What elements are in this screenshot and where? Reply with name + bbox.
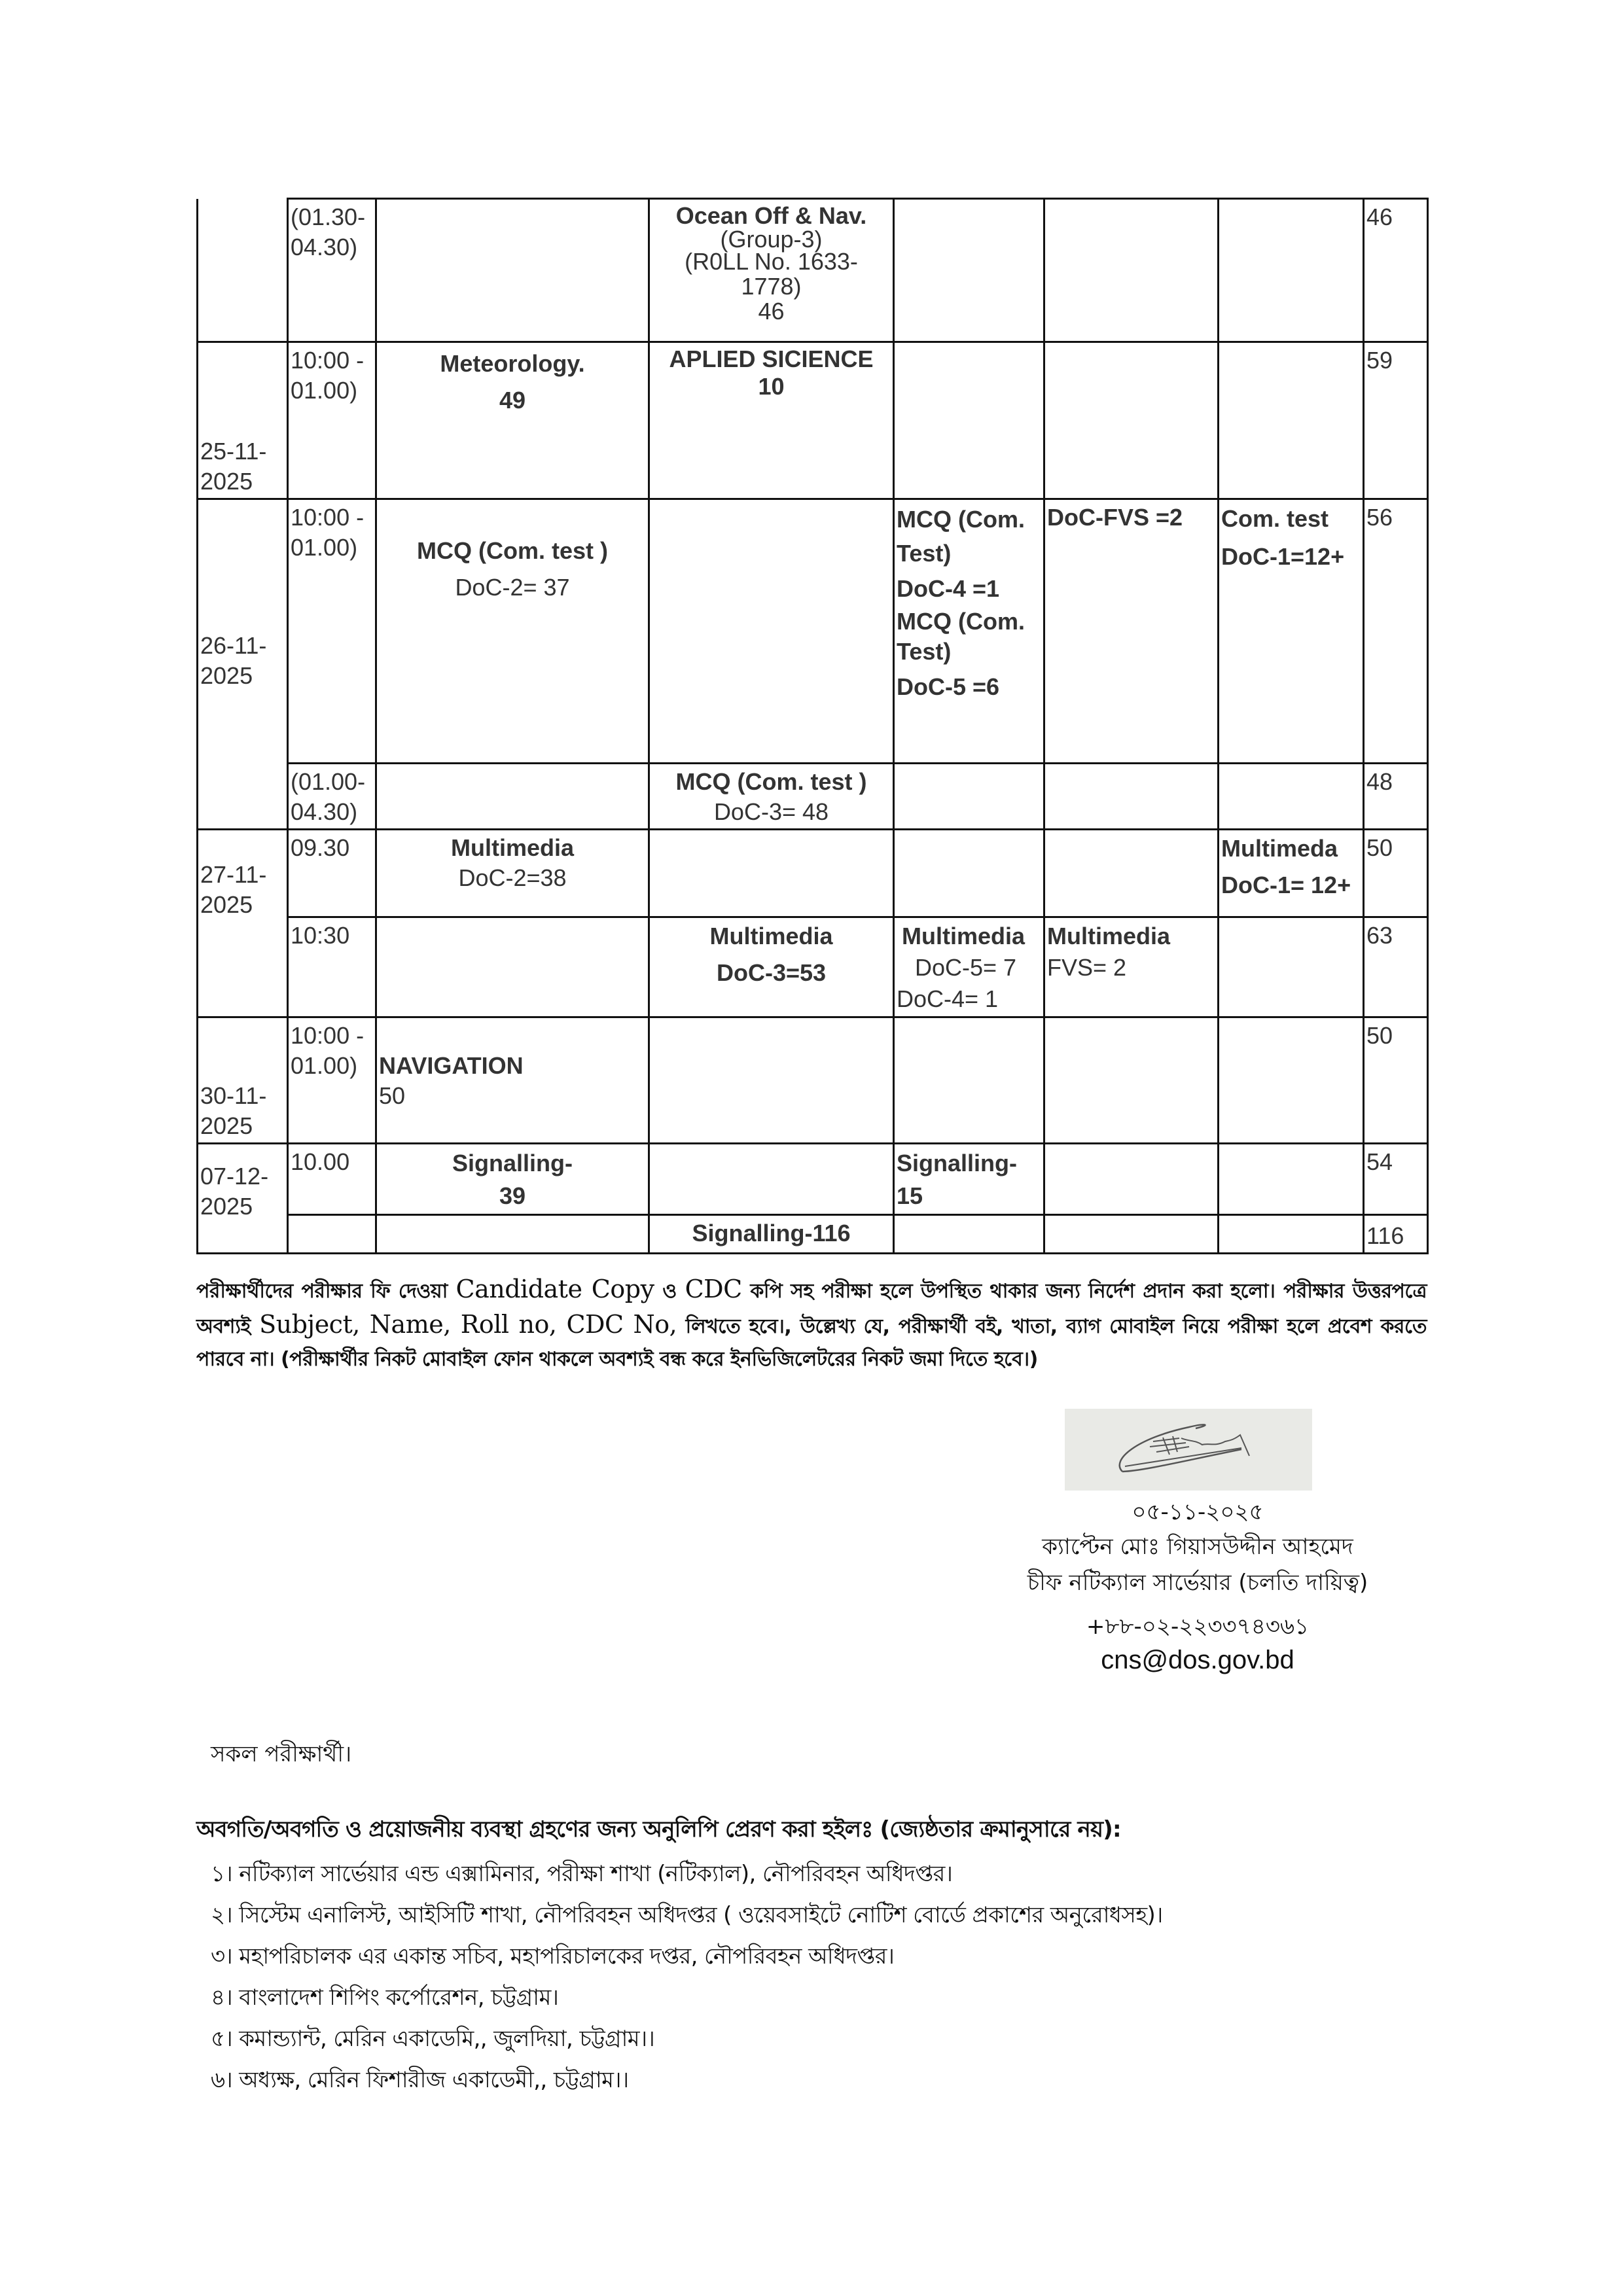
- signature-image: [1065, 1409, 1312, 1491]
- table-row: [198, 1144, 1428, 1215]
- exam-cell: [376, 342, 649, 499]
- candidate-count: 50: [379, 1082, 406, 1109]
- total-cell: [1364, 917, 1428, 1017]
- instruction-text-en: CDC: [685, 1275, 742, 1303]
- exam-cell: [894, 499, 1044, 764]
- date-text: 30-11-: [200, 1082, 267, 1109]
- exam-cell: [1219, 1017, 1364, 1144]
- candidate-count: 46: [758, 298, 785, 325]
- time-cell: [288, 1017, 376, 1144]
- candidate-count: 49: [499, 387, 526, 414]
- subject-title: Signalling-: [897, 1150, 1017, 1176]
- candidate-count: DoC-3=53: [716, 959, 827, 986]
- candidate-count: DoC-4 =1: [897, 575, 1000, 602]
- date-text: 25-11-: [200, 438, 267, 465]
- subject-title: Ocean Off & Nav.: [675, 202, 867, 229]
- table-row: [198, 1017, 1428, 1144]
- exam-cell: [894, 830, 1044, 917]
- exam-cell: [1044, 830, 1219, 917]
- candidate-count: 10: [758, 373, 785, 400]
- instruction-text: ও: [654, 1280, 685, 1303]
- total-count: 54: [1366, 1148, 1393, 1175]
- date-text: 2025: [200, 891, 253, 918]
- exam-cell: [1044, 764, 1219, 830]
- subject-title: Multimedia: [450, 834, 574, 861]
- candidate-count: DoC-2= 37: [455, 574, 570, 601]
- date-cell: [198, 499, 288, 830]
- roll-range: 1778): [741, 273, 802, 300]
- total-cell: [1364, 499, 1428, 764]
- subject-title: Signalling-: [452, 1150, 573, 1176]
- table-row: [198, 1215, 1428, 1254]
- exam-cell: [894, 199, 1044, 342]
- exam-cell: [376, 917, 649, 1017]
- time-text: (01.00-: [291, 768, 366, 795]
- time-text: 10:00 -: [291, 504, 365, 531]
- subject-title: NAVIGATION: [379, 1052, 524, 1079]
- candidate-count: DoC-5 =6: [897, 673, 1000, 700]
- time-text: 01.00): [291, 1052, 358, 1079]
- time-text: 09.30: [291, 834, 350, 861]
- time-text: 10:00 -: [291, 1022, 365, 1049]
- subject-title: Signalling-116: [692, 1220, 851, 1246]
- instruction-text-en: Subject, Name, Roll no, CDC No,: [259, 1310, 677, 1339]
- subject-title: Com. test: [1221, 505, 1329, 532]
- time-cell: [288, 917, 376, 1017]
- candidate-count: DoC-5= 7: [915, 954, 1017, 981]
- exam-cell: [894, 1215, 1044, 1254]
- date-text: 2025: [200, 468, 253, 495]
- table-row: [198, 499, 1428, 764]
- signatory-designation: চীফ নটিক্যাল সার্ভেয়ার (চলতি দায়িত্ব): [1027, 1570, 1368, 1596]
- date-cell: [198, 1144, 288, 1254]
- total-count: 46: [1366, 203, 1393, 230]
- exam-cell: [376, 1017, 649, 1144]
- subject-title: APLIED SICIENCE: [669, 345, 874, 372]
- total-count: 50: [1366, 1022, 1393, 1049]
- time-cell: [288, 764, 376, 830]
- subject-title: Meteorology.: [440, 350, 585, 377]
- exam-cell: [649, 764, 894, 830]
- exam-cell: [1044, 1144, 1219, 1215]
- date-cell: [198, 1017, 288, 1144]
- list-item: ৪। বাংলাদেশ শিপিং কর্পোরেশন, চট্টগ্রাম।: [211, 1985, 559, 2011]
- time-cell: [288, 1215, 376, 1254]
- subject-group: (Group-3): [720, 226, 823, 253]
- time-cell: [288, 499, 376, 764]
- time-text: 04.30): [291, 234, 358, 260]
- table-row: [198, 830, 1428, 917]
- exam-cell: [1219, 199, 1364, 342]
- exam-cell: [1044, 1215, 1219, 1254]
- exam-cell: [894, 917, 1044, 1017]
- exam-cell: [649, 342, 894, 499]
- exam-cell: [1044, 917, 1219, 1017]
- signature-date: ০৫-১১-২০২৫: [1132, 1499, 1264, 1525]
- subject-title: Test): [897, 638, 952, 665]
- total-cell: [1364, 1144, 1428, 1215]
- time-cell: [288, 342, 376, 499]
- exam-cell: [649, 199, 894, 342]
- candidate-count: DoC-2=38: [458, 864, 567, 891]
- exam-cell: [894, 764, 1044, 830]
- exam-cell: [649, 917, 894, 1017]
- table-row: [198, 764, 1428, 830]
- candidate-count: FVS= 2: [1047, 954, 1127, 981]
- list-item: ১। নটিক্যাল সার্ভেয়ার এন্ড এক্সামিনার, পরীক্ষা শাখা (নটিক্যাল), নৌপরিবহন অধিদপ্তর।: [211, 1861, 953, 1887]
- candidate-count: DoC-1= 12+: [1221, 872, 1351, 898]
- date-text: 2025: [200, 1193, 253, 1220]
- date-text: 26-11-: [200, 632, 267, 659]
- list-item: ৫। কমান্ড্যান্ট, মেরিন একাডেমি,, জুলদিয়া, চট্টগ্রাম।।: [211, 2026, 655, 2052]
- exam-cell: [1044, 1017, 1219, 1144]
- exam-cell: [649, 1144, 894, 1215]
- exam-cell: [376, 499, 649, 764]
- subject-title: MCQ (Com. test ): [675, 768, 867, 795]
- recipient-line: সকল পরীক্ষার্থী।: [211, 1741, 352, 1767]
- instruction-text-en: Candidate Copy: [455, 1275, 654, 1303]
- date-cell: [198, 830, 288, 1017]
- subject-title: MCQ (Com. test ): [417, 537, 608, 564]
- time-text: 01.00): [291, 534, 358, 561]
- subject-title: Multimedia: [709, 923, 833, 949]
- exam-cell: [1044, 342, 1219, 499]
- instruction-text: পরীক্ষার্থীদের পরীক্ষার ফি দেওয়া: [196, 1280, 456, 1303]
- total-cell: [1364, 199, 1428, 342]
- total-cell: [1364, 1215, 1428, 1254]
- exam-cell: [1044, 199, 1219, 342]
- subject-title: Multimedia: [1047, 923, 1171, 949]
- time-text: 04.30): [291, 798, 358, 825]
- exam-schedule-table: [196, 198, 1429, 1254]
- exam-cell: [1219, 830, 1364, 917]
- exam-cell: [1219, 1215, 1364, 1254]
- time-text: 10:30: [291, 922, 350, 949]
- exam-cell: [1219, 917, 1364, 1017]
- signatory-email[interactable]: cns@dos.gov.bd: [1101, 1646, 1294, 1674]
- time-text: 10.00: [291, 1148, 350, 1175]
- exam-cell: [376, 199, 649, 342]
- date-text: 27-11-: [200, 861, 267, 888]
- list-item: ৬। অধ্যক্ষ, মেরিন ফিশারীজ একাডেমী,, চট্টগ্রাম।।: [211, 2067, 629, 2093]
- instruction-text: কপি সহ পরীক্ষা হলে উপস্থিত থাকার জন্য নির্দেশ প্রদান করা হলো। পরীক্ষার উত্তরপত্রে অবশ্যই: [196, 1280, 1427, 1338]
- table-row: [198, 342, 1428, 499]
- candidate-count: DoC-FVS =2: [1047, 504, 1183, 531]
- candidate-count: 15: [897, 1182, 923, 1209]
- instruction-text: লিখতে হবে।, উল্লেখ্য যে, পরীক্ষার্থী বই, খাতা, ব্যাগ মোবাইল নিয়ে পরীক্ষা হলে প্রবেশ করতে পারবে না। (পরীক্ষার্থীর নিকট মোবাইল ফোন থাকলে অবশ্যই বন্ধ করে ইনভিজিলেটরের নিকট জমা দিতে হবে।): [196, 1315, 1427, 1371]
- total-count: 59: [1366, 347, 1393, 374]
- total-cell: [1364, 1017, 1428, 1144]
- date-text: 2025: [200, 1112, 253, 1139]
- exam-cell: [1044, 499, 1219, 764]
- date-text: 07-12-: [200, 1163, 269, 1190]
- subject-title: Multimeda: [1221, 835, 1338, 862]
- exam-cell: [649, 830, 894, 917]
- signature-scribble-icon: [1065, 1409, 1312, 1491]
- subject-title: Test): [897, 540, 952, 567]
- total-cell: [1364, 830, 1428, 917]
- copy-to-heading: অবগতি/অবগতি ও প্রয়োজনীয় ব্যবস্থা গ্রহণের জন্য অনুলিপি প্রেরণ করা হইলঃ (জ্যেষ্ঠতার ক্রমানুসারে নয়):: [196, 1816, 1121, 1843]
- exam-cell: [649, 499, 894, 764]
- subject-title: Multimedia: [902, 923, 1026, 949]
- time-text: 10:00 -: [291, 347, 365, 374]
- signatory-phone: +৮৮-০২-২২৩৩৭৪৩৬১: [1086, 1614, 1310, 1640]
- candidate-count: DoC-4= 1: [897, 985, 999, 1012]
- signatory-name: ক্যাপ্টেন মোঃ গিয়াসউদ্দীন আহমেদ: [1042, 1534, 1353, 1560]
- total-cell: [1364, 764, 1428, 830]
- exam-cell: [376, 1144, 649, 1215]
- time-text: (01.30-: [291, 203, 366, 230]
- exam-cell: [376, 1215, 649, 1254]
- time-cell: [288, 830, 376, 917]
- exam-instructions: [196, 1273, 1427, 1376]
- table-row: [198, 199, 1428, 342]
- exam-cell: [1219, 499, 1364, 764]
- subject-title: MCQ (Com.: [897, 506, 1025, 533]
- exam-cell: [894, 1144, 1044, 1215]
- total-count: 50: [1366, 834, 1393, 861]
- total-count: 48: [1366, 768, 1393, 795]
- exam-cell: [1219, 342, 1364, 499]
- copy-to-list: [211, 1854, 1163, 2101]
- exam-cell: [894, 342, 1044, 499]
- time-cell: [288, 1144, 376, 1215]
- candidate-count: DoC-3= 48: [713, 798, 829, 825]
- time-cell: [288, 199, 376, 342]
- exam-cell: [1219, 1144, 1364, 1215]
- exam-cell: [376, 830, 649, 917]
- exam-cell: [649, 1017, 894, 1144]
- candidate-count: 39: [499, 1182, 526, 1209]
- date-cell: [198, 199, 288, 342]
- exam-cell: [1219, 764, 1364, 830]
- exam-cell: [894, 1017, 1044, 1144]
- roll-range: (R0LL No. 1633-: [685, 248, 858, 275]
- exam-cell: [376, 764, 649, 830]
- table-row: [198, 917, 1428, 1017]
- total-count: 56: [1366, 504, 1393, 531]
- total-count: 116: [1366, 1222, 1404, 1249]
- exam-cell: [649, 1215, 894, 1254]
- date-cell: [198, 342, 288, 499]
- time-text: 01.00): [291, 377, 358, 404]
- list-item: ২। সিস্টেম এনালিস্ট, আইসিটি শাখা, নৌপরিবহন অধিদপ্তর ( ওয়েবসাইটে নোটিশ বোর্ডে প্রকাশের অনুরোধসহ)।: [211, 1902, 1163, 1928]
- date-text: 2025: [200, 662, 253, 689]
- subject-title: MCQ (Com.: [897, 608, 1025, 635]
- total-count: 63: [1366, 922, 1393, 949]
- candidate-count: DoC-1=12+: [1221, 543, 1345, 570]
- list-item: ৩। মহাপরিচালক এর একান্ত সচিব, মহাপরিচালকের দপ্তর, নৌপরিবহন অধিদপ্তর।: [211, 1943, 895, 1969]
- total-cell: [1364, 342, 1428, 499]
